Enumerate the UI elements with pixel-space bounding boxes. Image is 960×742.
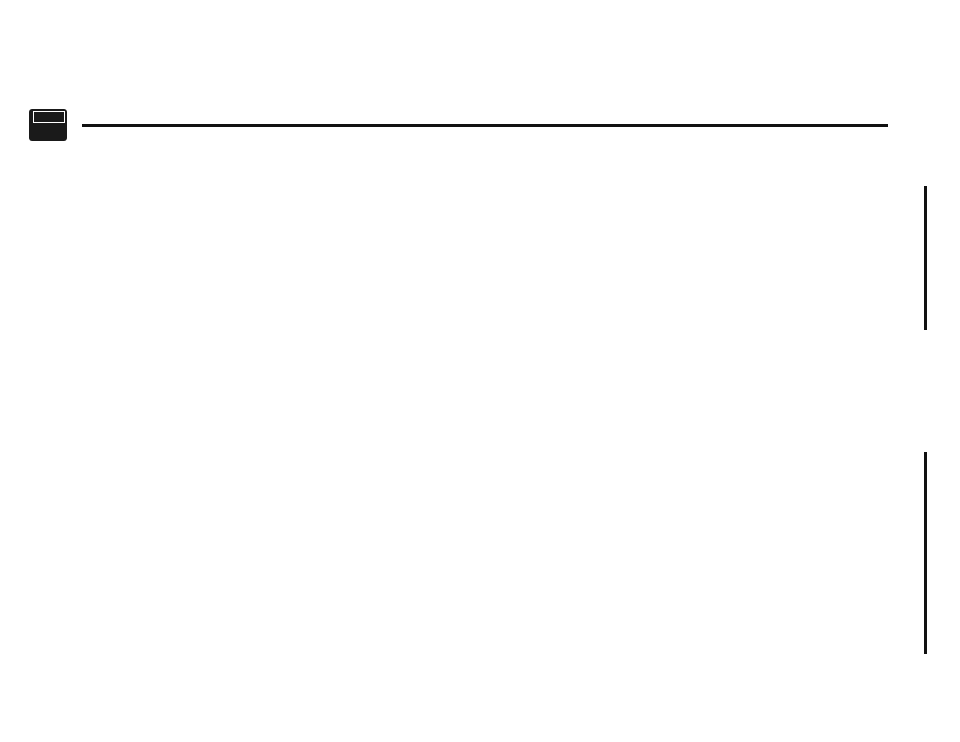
- title-rule: [82, 124, 888, 127]
- bmw-3-series-logo: [29, 109, 69, 149]
- sidebar-rule-top: [924, 186, 927, 330]
- logo-bmw-text: [33, 111, 65, 123]
- sidebar-rule-bottom: [924, 452, 927, 654]
- logo-badge: [29, 109, 67, 141]
